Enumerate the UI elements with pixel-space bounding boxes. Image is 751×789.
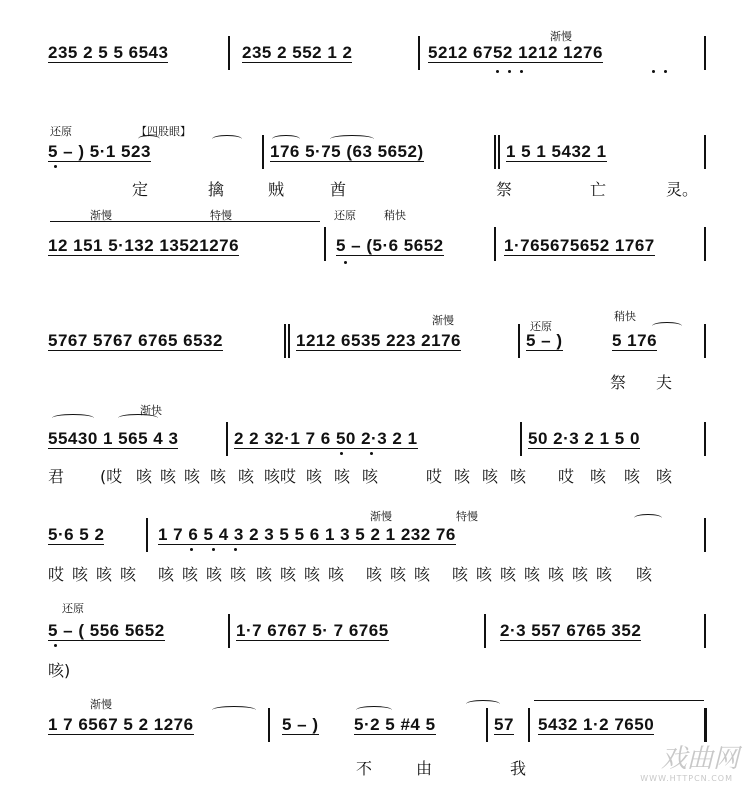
lyric: 咳 bbox=[482, 467, 499, 486]
measure: 235 2 5 5 6543 bbox=[48, 43, 169, 62]
tempo-mark: 渐慢 bbox=[550, 30, 572, 43]
lyric: (哎 bbox=[100, 467, 123, 486]
lyric: 咳 bbox=[182, 565, 199, 584]
tempo-mark: 稍快 bbox=[384, 209, 406, 222]
staff-row-3 bbox=[0, 205, 751, 295]
lyric: 咳 bbox=[210, 467, 227, 486]
watermark-logo: 戏曲网 bbox=[660, 744, 739, 774]
bar-line bbox=[228, 36, 230, 70]
measure: 1 5 1 5432 1 bbox=[506, 142, 607, 161]
measure: 5432 1·2 7650 bbox=[538, 715, 655, 734]
lyric: 夫 bbox=[656, 373, 673, 392]
bar-line bbox=[268, 708, 270, 742]
measure: 2·3 557 6765 352 bbox=[500, 621, 642, 640]
low-octave-dot bbox=[652, 70, 655, 73]
bar-line bbox=[494, 227, 496, 261]
staff-row-5 bbox=[0, 400, 751, 490]
low-octave-dot bbox=[190, 548, 193, 551]
bar-line bbox=[284, 324, 286, 358]
lyric: 咳 bbox=[390, 565, 407, 584]
lyric: 咳 bbox=[524, 565, 541, 584]
measure: 5 176 bbox=[612, 331, 658, 350]
slur bbox=[212, 135, 242, 143]
staff-row-4 bbox=[0, 300, 751, 390]
low-octave-dot bbox=[340, 452, 343, 455]
lyric: 咳 bbox=[160, 467, 177, 486]
low-octave-dot bbox=[54, 165, 57, 168]
lyric: 我 bbox=[510, 759, 527, 778]
lyric: 咳 bbox=[596, 565, 613, 584]
low-octave-dot bbox=[664, 70, 667, 73]
low-octave-dot bbox=[520, 70, 523, 73]
lyric: 咳 bbox=[454, 467, 471, 486]
bar-line bbox=[288, 324, 290, 358]
measure: 1·7 6767 5· 7 6765 bbox=[236, 621, 389, 640]
slur bbox=[212, 706, 256, 714]
lyric: 灵。 bbox=[666, 180, 699, 199]
tempo-mark: 渐慢 bbox=[432, 314, 454, 327]
tempo-mark: 渐慢 bbox=[370, 510, 392, 523]
bar-line bbox=[228, 614, 230, 648]
low-octave-dot bbox=[496, 70, 499, 73]
low-octave-dot bbox=[234, 548, 237, 551]
final-bar-line bbox=[704, 708, 707, 742]
lyric: 咳 bbox=[304, 565, 321, 584]
lyric: 由 bbox=[416, 759, 433, 778]
measure: 5 – ) bbox=[282, 715, 319, 734]
lyric: 咳 bbox=[136, 467, 153, 486]
bar-line bbox=[518, 324, 520, 358]
slur bbox=[52, 414, 94, 422]
lyric: 哎 bbox=[426, 467, 443, 486]
measure: 5·2 5 #4 5 bbox=[354, 715, 436, 734]
measure: 176 5·75 (63 5652) bbox=[270, 142, 424, 161]
measure: 5 – ) bbox=[526, 331, 563, 350]
staff-row-1 bbox=[0, 0, 751, 90]
low-octave-dot bbox=[508, 70, 511, 73]
lyric: 咳 bbox=[306, 467, 323, 486]
lyric: 咳 bbox=[548, 565, 565, 584]
lyric: 咳 bbox=[238, 467, 255, 486]
measure: 1 7 6 5 4 3 2 3 5 5 6 1 3 5 2 1 232 76 bbox=[158, 525, 456, 544]
lyric: 咳 bbox=[590, 467, 607, 486]
measure: 5 – ) 5·1 523 bbox=[48, 142, 151, 161]
lyric: 咳 bbox=[72, 565, 89, 584]
lyric: 咳 bbox=[572, 565, 589, 584]
lyric: 咳 bbox=[184, 467, 201, 486]
bar-line bbox=[484, 614, 486, 648]
lyric: 咳 bbox=[334, 467, 351, 486]
tempo-mark: 还原 bbox=[62, 602, 84, 615]
lyric: 咳 bbox=[414, 565, 431, 584]
lyric: 咳 bbox=[500, 565, 517, 584]
measure: 5 – (5·6 5652 bbox=[336, 236, 444, 255]
lyric: 亡 bbox=[590, 180, 607, 199]
measure: 5212 6752 1212 1276 bbox=[428, 43, 603, 62]
lyric: 酋 bbox=[330, 180, 347, 199]
measure: 5 – ( 556 5652 bbox=[48, 621, 165, 640]
phrase-line bbox=[50, 221, 320, 222]
measure: 1212 6535 223 2176 bbox=[296, 331, 461, 350]
staff-row-7 bbox=[0, 596, 751, 686]
bar-line bbox=[704, 227, 706, 261]
tempo-mark: 特慢 bbox=[210, 209, 232, 222]
lyric: 擒 bbox=[208, 180, 225, 199]
measure: 5·6 5 2 bbox=[48, 525, 105, 544]
lyric: 咳 bbox=[452, 565, 469, 584]
lyric: 君 bbox=[48, 467, 65, 486]
lyric: 咳 bbox=[510, 467, 527, 486]
lyric: 祭 bbox=[496, 180, 513, 199]
slur bbox=[652, 322, 682, 330]
low-octave-dot bbox=[344, 261, 347, 264]
section-mark: 【四股眼】 bbox=[136, 125, 191, 138]
lyric: 咳 bbox=[362, 467, 379, 486]
tempo-mark: 还原 bbox=[334, 209, 356, 222]
lyric: 咳 bbox=[256, 565, 273, 584]
bar-line bbox=[704, 324, 706, 358]
bar-line bbox=[146, 518, 148, 552]
lyric: 咳 bbox=[206, 565, 223, 584]
lyric: 咳 bbox=[120, 565, 137, 584]
lyric: 咳 bbox=[624, 467, 641, 486]
lyric: 哎 bbox=[558, 467, 575, 486]
lyric: 咳 bbox=[280, 565, 297, 584]
bar-line bbox=[262, 135, 264, 169]
measure: 50 2·3 2 1 5 0 bbox=[528, 429, 640, 448]
bar-line bbox=[528, 708, 530, 742]
staff-row-2 bbox=[0, 115, 751, 205]
bar-line bbox=[520, 422, 522, 456]
low-octave-dot bbox=[54, 644, 57, 647]
bar-line bbox=[494, 135, 496, 169]
low-octave-dot bbox=[370, 452, 373, 455]
bar-line bbox=[486, 708, 488, 742]
lyric: 贼 bbox=[268, 180, 285, 199]
measure: 57 bbox=[494, 715, 514, 734]
bar-line bbox=[704, 422, 706, 456]
tempo-mark: 还原 bbox=[530, 320, 552, 333]
lyric: 咳) bbox=[48, 661, 71, 680]
bar-line bbox=[324, 227, 326, 261]
bar-line bbox=[704, 518, 706, 552]
tempo-mark: 还原 bbox=[50, 125, 72, 138]
lyric: 咳 bbox=[476, 565, 493, 584]
slur bbox=[118, 414, 158, 422]
lyric: 咳哎 bbox=[264, 467, 297, 486]
slur bbox=[466, 700, 500, 708]
bar-line bbox=[704, 614, 706, 648]
lyric: 咳 bbox=[96, 565, 113, 584]
tempo-mark: 渐慢 bbox=[90, 698, 112, 711]
tempo-mark: 稍快 bbox=[614, 310, 636, 323]
measure: 1·765675652 1767 bbox=[504, 236, 655, 255]
bar-line bbox=[704, 36, 706, 70]
slur bbox=[356, 706, 392, 714]
lyric: 咳 bbox=[328, 565, 345, 584]
lyric: 咳 bbox=[656, 467, 673, 486]
measure: 1 7 6567 5 2 1276 bbox=[48, 715, 194, 734]
lyric: 祭 bbox=[610, 373, 627, 392]
staff-row-6 bbox=[0, 500, 751, 590]
bar-line bbox=[498, 135, 500, 169]
measure: 235 2 552 1 2 bbox=[242, 43, 353, 62]
staff-row-8 bbox=[0, 690, 751, 789]
tempo-mark: 渐慢 bbox=[90, 209, 112, 222]
lyric: 哎 bbox=[48, 565, 65, 584]
lyric: 咳 bbox=[366, 565, 383, 584]
lyric: 定 bbox=[132, 180, 149, 199]
bar-line bbox=[704, 135, 706, 169]
tempo-mark: 特慢 bbox=[456, 510, 478, 523]
lyric: 咳 bbox=[158, 565, 175, 584]
measure: 5767 5767 6765 6532 bbox=[48, 331, 223, 350]
lyric: 咳 bbox=[636, 565, 653, 584]
measure: 55430 1 565 4 3 bbox=[48, 429, 179, 448]
tempo-mark: 渐快 bbox=[140, 404, 162, 417]
measure: 12 151 5·132 13521276 bbox=[48, 236, 240, 255]
phrase-line bbox=[534, 700, 704, 701]
lyric: 不 bbox=[356, 759, 373, 778]
lyric: 咳 bbox=[230, 565, 247, 584]
slur bbox=[634, 514, 662, 522]
low-octave-dot bbox=[212, 548, 215, 551]
watermark-url: WWW.HTTPCN.COM bbox=[640, 774, 733, 783]
measure: 2 2 32·1 7 6 50 2·3 2 1 bbox=[234, 429, 418, 448]
bar-line bbox=[226, 422, 228, 456]
bar-line bbox=[418, 36, 420, 70]
